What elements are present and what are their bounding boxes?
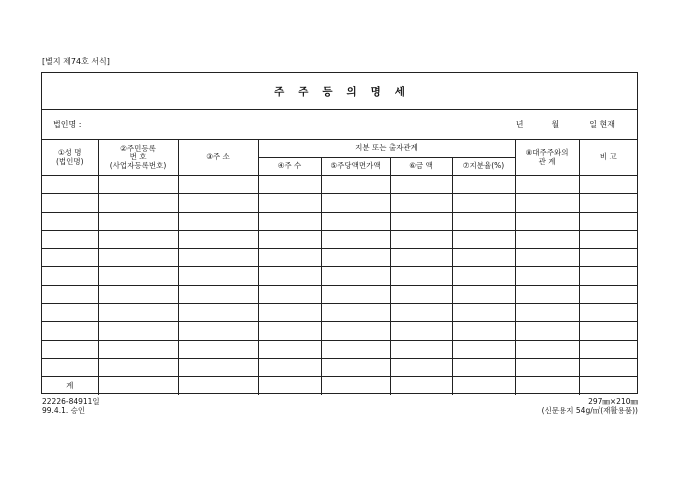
table-cell[interactable] bbox=[515, 194, 579, 212]
table-cell[interactable] bbox=[178, 249, 258, 267]
table-cell[interactable] bbox=[258, 285, 321, 303]
table-cell[interactable] bbox=[452, 194, 515, 212]
table-cell[interactable] bbox=[452, 322, 515, 340]
shareholder-table bbox=[42, 140, 637, 395]
table-cell[interactable] bbox=[258, 230, 321, 248]
table-cell[interactable] bbox=[390, 322, 452, 340]
footer-left bbox=[42, 397, 100, 415]
table-cell[interactable] bbox=[321, 377, 390, 395]
table-cell[interactable] bbox=[321, 230, 390, 248]
table-cell[interactable] bbox=[258, 304, 321, 322]
table-cell[interactable] bbox=[258, 358, 321, 376]
table-cell[interactable] bbox=[515, 212, 579, 230]
table-cell[interactable] bbox=[515, 340, 579, 358]
table-cell[interactable] bbox=[258, 212, 321, 230]
table-cell[interactable] bbox=[42, 322, 98, 340]
table-cell[interactable] bbox=[178, 176, 258, 194]
table-cell[interactable] bbox=[452, 358, 515, 376]
table-cell[interactable] bbox=[258, 322, 321, 340]
table-cell[interactable] bbox=[515, 176, 579, 194]
date-field bbox=[516, 119, 615, 130]
table-cell[interactable] bbox=[321, 212, 390, 230]
table-cell[interactable] bbox=[579, 212, 637, 230]
table-cell[interactable] bbox=[42, 176, 98, 194]
table-cell[interactable] bbox=[178, 212, 258, 230]
table-row bbox=[42, 249, 637, 267]
table-cell[interactable] bbox=[42, 340, 98, 358]
table-cell[interactable] bbox=[579, 194, 637, 212]
col-amount-header bbox=[390, 158, 452, 176]
table-cell[interactable] bbox=[98, 285, 178, 303]
table-cell[interactable] bbox=[579, 249, 637, 267]
table-cell[interactable] bbox=[515, 285, 579, 303]
table-row bbox=[42, 176, 637, 194]
table-cell[interactable] bbox=[515, 230, 579, 248]
table-cell[interactable] bbox=[390, 212, 452, 230]
table-cell[interactable] bbox=[452, 212, 515, 230]
table-cell[interactable] bbox=[390, 358, 452, 376]
total-row bbox=[42, 377, 637, 395]
table-cell[interactable] bbox=[178, 267, 258, 285]
table-cell[interactable] bbox=[452, 377, 515, 395]
table-cell[interactable] bbox=[579, 322, 637, 340]
table-cell[interactable] bbox=[390, 249, 452, 267]
table-cell[interactable] bbox=[98, 230, 178, 248]
table-cell[interactable] bbox=[321, 267, 390, 285]
col-remarks-label: 비 고 bbox=[599, 152, 617, 162]
col-name-line1: ①성 명 bbox=[57, 147, 82, 157]
table-cell[interactable] bbox=[178, 285, 258, 303]
footer-right bbox=[542, 397, 638, 415]
table-cell[interactable] bbox=[178, 194, 258, 212]
table-cell[interactable] bbox=[42, 249, 98, 267]
table-cell[interactable] bbox=[258, 249, 321, 267]
table-cell[interactable] bbox=[321, 194, 390, 212]
table-cell[interactable] bbox=[98, 304, 178, 322]
table-cell[interactable] bbox=[178, 304, 258, 322]
table-cell[interactable] bbox=[178, 230, 258, 248]
col-relation-line2: 관 계 bbox=[538, 156, 556, 166]
col-ratio-header bbox=[452, 158, 515, 176]
col-par-value-label: ⑤주당액면가액 bbox=[330, 161, 381, 171]
col-relation-header bbox=[515, 140, 579, 176]
col-reg-line1: ②주민등록 bbox=[120, 143, 156, 153]
table-body bbox=[42, 176, 637, 395]
table-cell[interactable] bbox=[579, 285, 637, 303]
col-amount-label: ⑥금 액 bbox=[409, 161, 433, 171]
table-cell[interactable] bbox=[579, 267, 637, 285]
form-title: 주주등의명세 bbox=[274, 85, 419, 98]
table-cell[interactable] bbox=[42, 304, 98, 322]
table-cell[interactable] bbox=[515, 358, 579, 376]
table-cell[interactable] bbox=[98, 340, 178, 358]
table-cell[interactable] bbox=[321, 249, 390, 267]
table-cell[interactable] bbox=[452, 176, 515, 194]
col-address-header bbox=[178, 140, 258, 176]
table-cell[interactable] bbox=[390, 285, 452, 303]
title-row bbox=[42, 73, 637, 110]
table-cell[interactable] bbox=[258, 377, 321, 395]
table-cell[interactable] bbox=[452, 267, 515, 285]
table-row bbox=[42, 304, 637, 322]
table-cell[interactable] bbox=[390, 304, 452, 322]
date-year-label: 년 bbox=[515, 120, 524, 129]
table-cell[interactable] bbox=[98, 322, 178, 340]
table-cell[interactable] bbox=[452, 340, 515, 358]
table-cell[interactable] bbox=[98, 267, 178, 285]
col-shares-label: ④주 수 bbox=[277, 161, 302, 171]
table-cell[interactable] bbox=[258, 176, 321, 194]
table-cell[interactable] bbox=[515, 249, 579, 267]
table-cell[interactable] bbox=[452, 249, 515, 267]
table-cell[interactable] bbox=[579, 358, 637, 376]
table-row bbox=[42, 340, 637, 358]
table-cell[interactable] bbox=[42, 285, 98, 303]
table-row bbox=[42, 230, 637, 248]
table-cell[interactable] bbox=[579, 377, 637, 395]
table-cell[interactable] bbox=[579, 230, 637, 248]
table-cell[interactable] bbox=[42, 230, 98, 248]
table-cell[interactable] bbox=[452, 304, 515, 322]
table-row bbox=[42, 358, 637, 376]
table-cell[interactable] bbox=[390, 176, 452, 194]
approval-date: 99.4.1. 승인 bbox=[42, 406, 86, 415]
table-cell[interactable] bbox=[321, 322, 390, 340]
col-name-header bbox=[42, 140, 98, 176]
corp-info-row bbox=[42, 110, 637, 140]
table-row bbox=[42, 285, 637, 303]
col-address-label: ③주 소 bbox=[206, 152, 230, 162]
table-cell[interactable] bbox=[258, 340, 321, 358]
col-remarks-header bbox=[579, 140, 637, 176]
corp-name-label: 법인명 : bbox=[53, 120, 82, 129]
table-cell[interactable] bbox=[258, 194, 321, 212]
table-cell[interactable] bbox=[98, 249, 178, 267]
table-cell[interactable] bbox=[178, 377, 258, 395]
table-cell[interactable] bbox=[579, 304, 637, 322]
col-reg-line3: (사업자등록번호) bbox=[109, 160, 167, 170]
table-cell[interactable] bbox=[321, 176, 390, 194]
total-label: 계 bbox=[42, 377, 98, 395]
table-cell[interactable] bbox=[452, 285, 515, 303]
table-cell[interactable] bbox=[98, 377, 178, 395]
table-cell[interactable] bbox=[515, 267, 579, 285]
table-cell[interactable] bbox=[579, 340, 637, 358]
col-reg-header bbox=[98, 140, 178, 176]
table-cell[interactable] bbox=[452, 230, 515, 248]
table-cell[interactable] bbox=[515, 304, 579, 322]
col-share-group-header bbox=[258, 140, 515, 158]
table-cell[interactable] bbox=[390, 194, 452, 212]
date-day-label: 일 현재 bbox=[589, 120, 615, 129]
header-row-1 bbox=[42, 140, 637, 158]
table-cell[interactable] bbox=[390, 230, 452, 248]
table-cell[interactable] bbox=[98, 212, 178, 230]
table-cell[interactable] bbox=[579, 176, 637, 194]
table-cell[interactable] bbox=[321, 340, 390, 358]
form-number-label: [별지 제74호 서식] bbox=[42, 57, 110, 66]
table-cell[interactable] bbox=[178, 358, 258, 376]
table-cell[interactable] bbox=[390, 340, 452, 358]
table-cell[interactable] bbox=[515, 377, 579, 395]
table-row bbox=[42, 212, 637, 230]
table-cell[interactable] bbox=[98, 194, 178, 212]
table-row bbox=[42, 194, 637, 212]
table-cell[interactable] bbox=[98, 358, 178, 376]
table-cell[interactable] bbox=[42, 267, 98, 285]
paper-size: 297㎜×210㎜ bbox=[588, 397, 638, 406]
table-cell[interactable] bbox=[42, 358, 98, 376]
table-cell[interactable] bbox=[321, 358, 390, 376]
date-month-label: 월 bbox=[551, 120, 560, 129]
table-cell[interactable] bbox=[321, 285, 390, 303]
table-cell[interactable] bbox=[390, 267, 452, 285]
col-relation-line1: ⑧대주주와의 bbox=[525, 147, 569, 157]
table-cell[interactable] bbox=[321, 304, 390, 322]
table-cell[interactable] bbox=[515, 322, 579, 340]
table-cell[interactable] bbox=[98, 176, 178, 194]
table-cell[interactable] bbox=[178, 322, 258, 340]
table-row bbox=[42, 322, 637, 340]
table-cell[interactable] bbox=[42, 212, 98, 230]
col-name-line2: (법인명) bbox=[55, 156, 84, 166]
col-shares-header bbox=[258, 158, 321, 176]
table-cell[interactable] bbox=[178, 340, 258, 358]
col-ratio-label: ⑦지분율(%) bbox=[462, 161, 505, 171]
col-share-group-label: 지분 또는 출자관계 bbox=[355, 143, 418, 153]
col-reg-line2: 번 호 bbox=[129, 152, 147, 162]
paper-spec: (신문용지 54g/㎡(재활용품)) bbox=[541, 406, 638, 415]
table-row bbox=[42, 267, 637, 285]
table-cell[interactable] bbox=[390, 377, 452, 395]
col-par-value-header bbox=[321, 158, 390, 176]
table-cell[interactable] bbox=[258, 267, 321, 285]
form-frame bbox=[41, 72, 638, 394]
form-code: 22226-84911일 bbox=[42, 397, 100, 406]
table-cell[interactable] bbox=[42, 194, 98, 212]
